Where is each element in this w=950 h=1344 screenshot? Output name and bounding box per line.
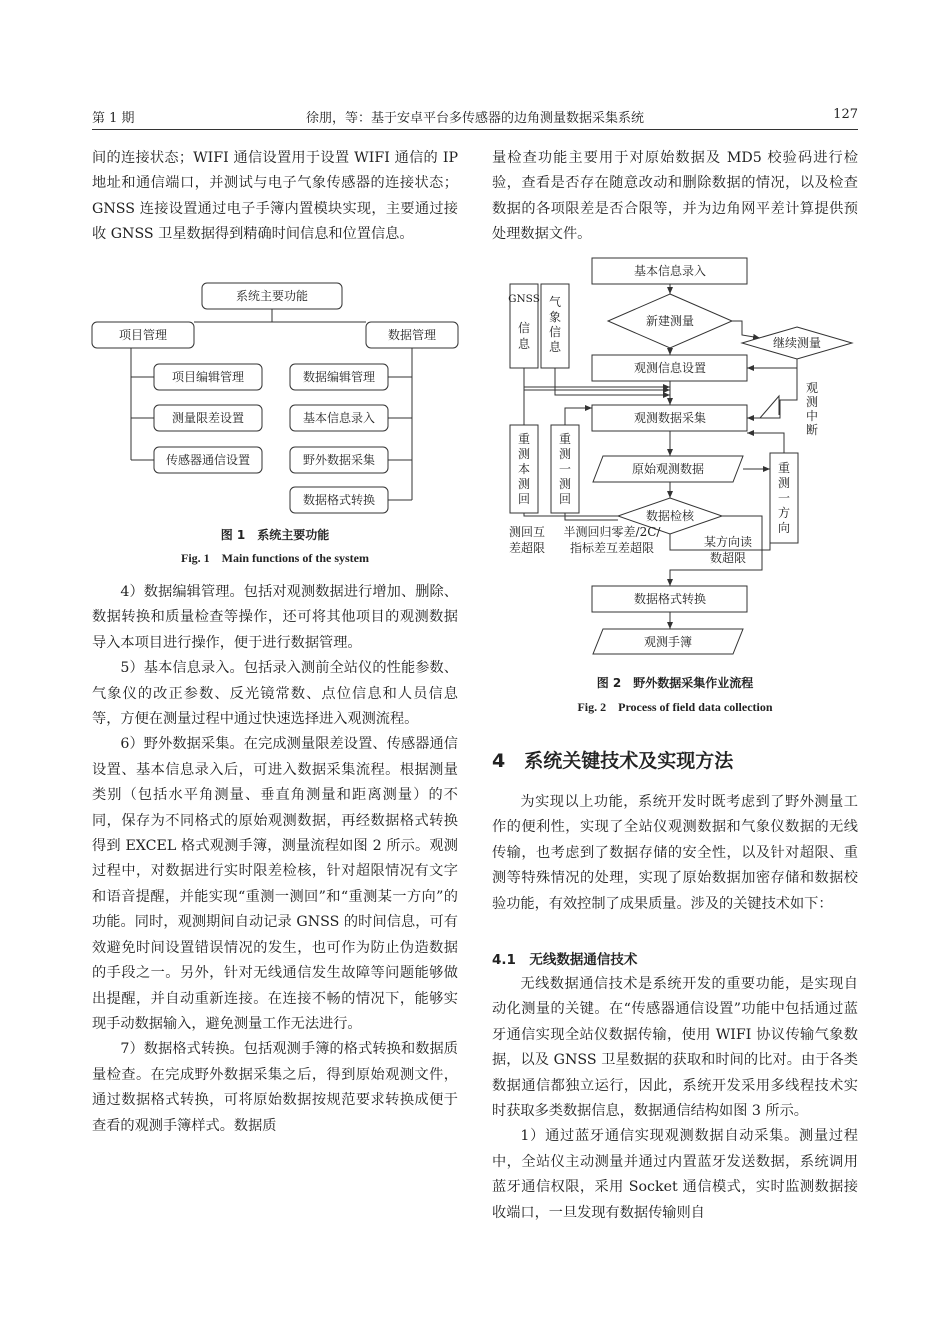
paragraph: 4）数据编辑管理。包括对观测数据进行增加、删除、数据转换和质量检查等操作，还可将其他项目的观测数据导入本项目进行操作，便于进行数据管理。: [92, 584, 458, 651]
fig2-gnss-v: GNSS: [508, 293, 540, 305]
fig2-basic-info: 基本信息录入: [633, 264, 707, 278]
fig2-remeasure-round-v: 测: [558, 447, 572, 461]
fig2-remeasure-dir-v: 测: [777, 476, 791, 490]
fig2-interrupt-v: 观: [805, 381, 819, 395]
fig2-label-half-round: 指标差互差超限: [569, 541, 655, 555]
fig2-format-convert: 数据格式转换: [633, 592, 707, 606]
fig2-new-survey: 新建测量: [645, 314, 695, 328]
fig2-remeasure-round-v: 一: [558, 462, 572, 476]
fig2-remeasure-this-v: 测: [517, 477, 531, 491]
fig1-right-item: 数据编辑管理: [302, 370, 376, 384]
figure-1-caption-cn: 图 1 系统主要功能: [220, 528, 330, 542]
paragraph: 5）基本信息录入。包括录入测前全站仪的性能参数、气象仪的改正参数、反光镜常数、点位信息和人员信息等，方便在测量过程中通过快速选择进入观测流程。: [92, 660, 458, 728]
fig2-weather-v: 象: [548, 310, 562, 324]
right-column-middle: [492, 790, 858, 917]
fig2-remeasure-this-v: 测: [517, 447, 531, 461]
fig1-right-branch-label: 数据管理: [387, 328, 437, 342]
right-column-top: [492, 146, 858, 248]
subsection-heading: 4.1 无线数据通信技术: [492, 952, 638, 968]
paragraph: 7）数据格式转换。包括观测手簿的格式转换和数据质量检查。在完成野外数据采集之后，得到原始观测文件，通过数据格式转换，可将原始数据按规范要求转换成便于查看的观测手簿样式。数据质: [92, 1041, 458, 1134]
paragraph: 量检查功能主要用于对原始数据及 MD5 校验码进行检验，查看是否存在随意改动和删除数据的情况，以及检查数据的各项限差是否合限等，并为边角网平差计算提供预处理数据文件。: [492, 150, 858, 243]
fig1-left-branch-label: 项目管理: [118, 328, 168, 342]
fig2-remeasure-dir-v: 方: [777, 506, 791, 520]
figure-2-flowchart: [500, 250, 860, 665]
fig2-remeasure-round-v: 回: [558, 492, 572, 506]
fig2-interrupt-v: 断: [805, 423, 819, 437]
fig2-obs-settings: 观测信息设置: [633, 361, 707, 375]
article-title: 徐朋，等：基于安卓平台多传感器的边角测量数据采集系统: [305, 111, 644, 126]
fig2-gnss-v: 息: [517, 337, 531, 351]
running-header: [92, 107, 858, 129]
fig1-left-item: 项目编辑管理: [171, 370, 245, 384]
paragraph: 6）野外数据采集。在完成测量限差设置、传感器通信设置、基本信息录入后，可进入数据采集流程。根据测量类别（包括水平角测量、垂直角测量和距离测量）的不同，保存为不同格式的原始观测数据，再经数据格式转换得到 EXCEL 格式观测手簿，测量流程如图 2 所示。观测过程中，对数据进行实时限差检核，针对超限情况有文字和语音提醒，并能实现“重测一测回”和“重测某一方向”的功能。同时，观测期间自动记录 GNSS 的时间信息，可有效避免时间设置错误情况的发生，也可作为防止伪造数据的手段之一。另外，针对无线通信发生故障等问题能够做出提醒，并自动重新连接。在连接不畅的情况下，能够实现手动数据输入，避免测量工作无法进行。: [92, 736, 458, 1032]
fig1-left-item: 传感器通信设置: [165, 453, 251, 467]
paragraph: 1）通过蓝牙通信实现观测数据自动采集。测量过程中，全站仪主动测量并通过内置蓝牙发送数据，系统调用蓝牙通信权限，采用 Socket 通信模式，实时监测数据接收端口，一旦发现有数据传输则自: [492, 1128, 858, 1221]
fig1-right-item: 数据格式转换: [302, 493, 376, 507]
figure-2-caption-cn: 图 2 野外数据采集作业流程: [596, 676, 754, 690]
header-rule: [92, 129, 858, 130]
fig2-obs-book: 观测手簿: [643, 635, 693, 649]
fig2-raw-data: 原始观测数据: [631, 462, 705, 476]
fig2-label-dir-limit: 数超限: [709, 551, 747, 565]
left-column-top: [92, 146, 458, 248]
fig2-label-round-diff: 差超限: [508, 541, 546, 555]
fig2-remeasure-this-v: 重: [517, 432, 531, 446]
fig1-root-label: 系统主要功能: [235, 289, 309, 303]
figure-2-caption-en: Fig. 2 Process of field data collection: [577, 700, 773, 714]
fig2-gnss-v: 信: [517, 321, 531, 335]
paragraph: 无线数据通信技术是系统开发的重要功能，是实现自动化测量的关键。在“传感器通信设置”功能中包括通过蓝牙通信实现全站仪数据传输，使用 WIFI 协议传输气象数据，以及 GNSS 卫星数据的获取和时间的比对。由于各类数据通信都独立运行，因此，系统开发采用多线程技术实时获取多类数据信息，数据通信结构如图 3 所示。: [492, 976, 858, 1120]
section-heading: 4 系统关键技术及实现方法: [492, 750, 734, 772]
fig2-remeasure-round-v: 重: [558, 432, 572, 446]
fig2-remeasure-dir-v: 向: [777, 521, 791, 535]
fig1-right-item: 基本信息录入: [302, 411, 376, 425]
fig1-left-item: 测量限差设置: [171, 411, 245, 425]
fig1-right-item: 野外数据采集: [302, 453, 376, 467]
fig2-interrupt-v: 测: [805, 395, 819, 409]
fig2-label-round-diff: 测回互: [508, 525, 546, 539]
page-number: 127: [833, 107, 858, 122]
figure-1-caption-en: Fig. 1 Main functions of the system: [181, 551, 369, 565]
fig2-label-half-round: 半测回归零差/2C/: [563, 525, 661, 539]
fig2-weather-v: 信: [548, 325, 562, 339]
left-column-bottom: [92, 580, 458, 1139]
figure-1-tree: [86, 280, 466, 515]
fig2-data-check: 数据检核: [645, 509, 695, 523]
fig2-remeasure-this-v: 本: [517, 462, 531, 476]
fig2-continue-survey: 继续测量: [772, 336, 822, 350]
fig2-label-dir-limit: 某方向读: [703, 535, 753, 549]
paragraph: 为实现以上功能，系统开发时既考虑到了野外测量工作的便利性，实现了全站仪观测数据和气象仪数据的无线传输，也考虑到了数据存储的安全性，以及针对超限、重测等特殊情况的处理，实现了原始数据加密存储和数据校验功能，有效控制了成果质量。涉及的关键技术如下：: [492, 794, 858, 912]
right-column-bottom: [492, 972, 858, 1226]
paragraph: 间的连接状态；WIFI 通信设置用于设置 WIFI 通信的 IP 地址和通信端口，并测试与电子气象传感器的连接状态；GNSS 连接设置通过电子手簿内置模块实现，主要通过接收 GNSS 卫星数据得到精确时间信息和位置信息。: [92, 150, 458, 243]
fig2-remeasure-dir-v: 重: [777, 461, 791, 475]
fig2-weather-v: 气: [548, 295, 562, 309]
fig2-interrupt-v: 中: [805, 409, 819, 423]
fig2-remeasure-round-v: 测: [558, 477, 572, 491]
issue-number: 第 1 期: [92, 111, 135, 126]
fig2-obs-collect: 观测数据采集: [633, 411, 707, 425]
fig2-remeasure-dir-v: 一: [777, 491, 791, 505]
fig2-remeasure-this-v: 回: [517, 492, 531, 506]
fig2-weather-v: 息: [548, 340, 562, 354]
